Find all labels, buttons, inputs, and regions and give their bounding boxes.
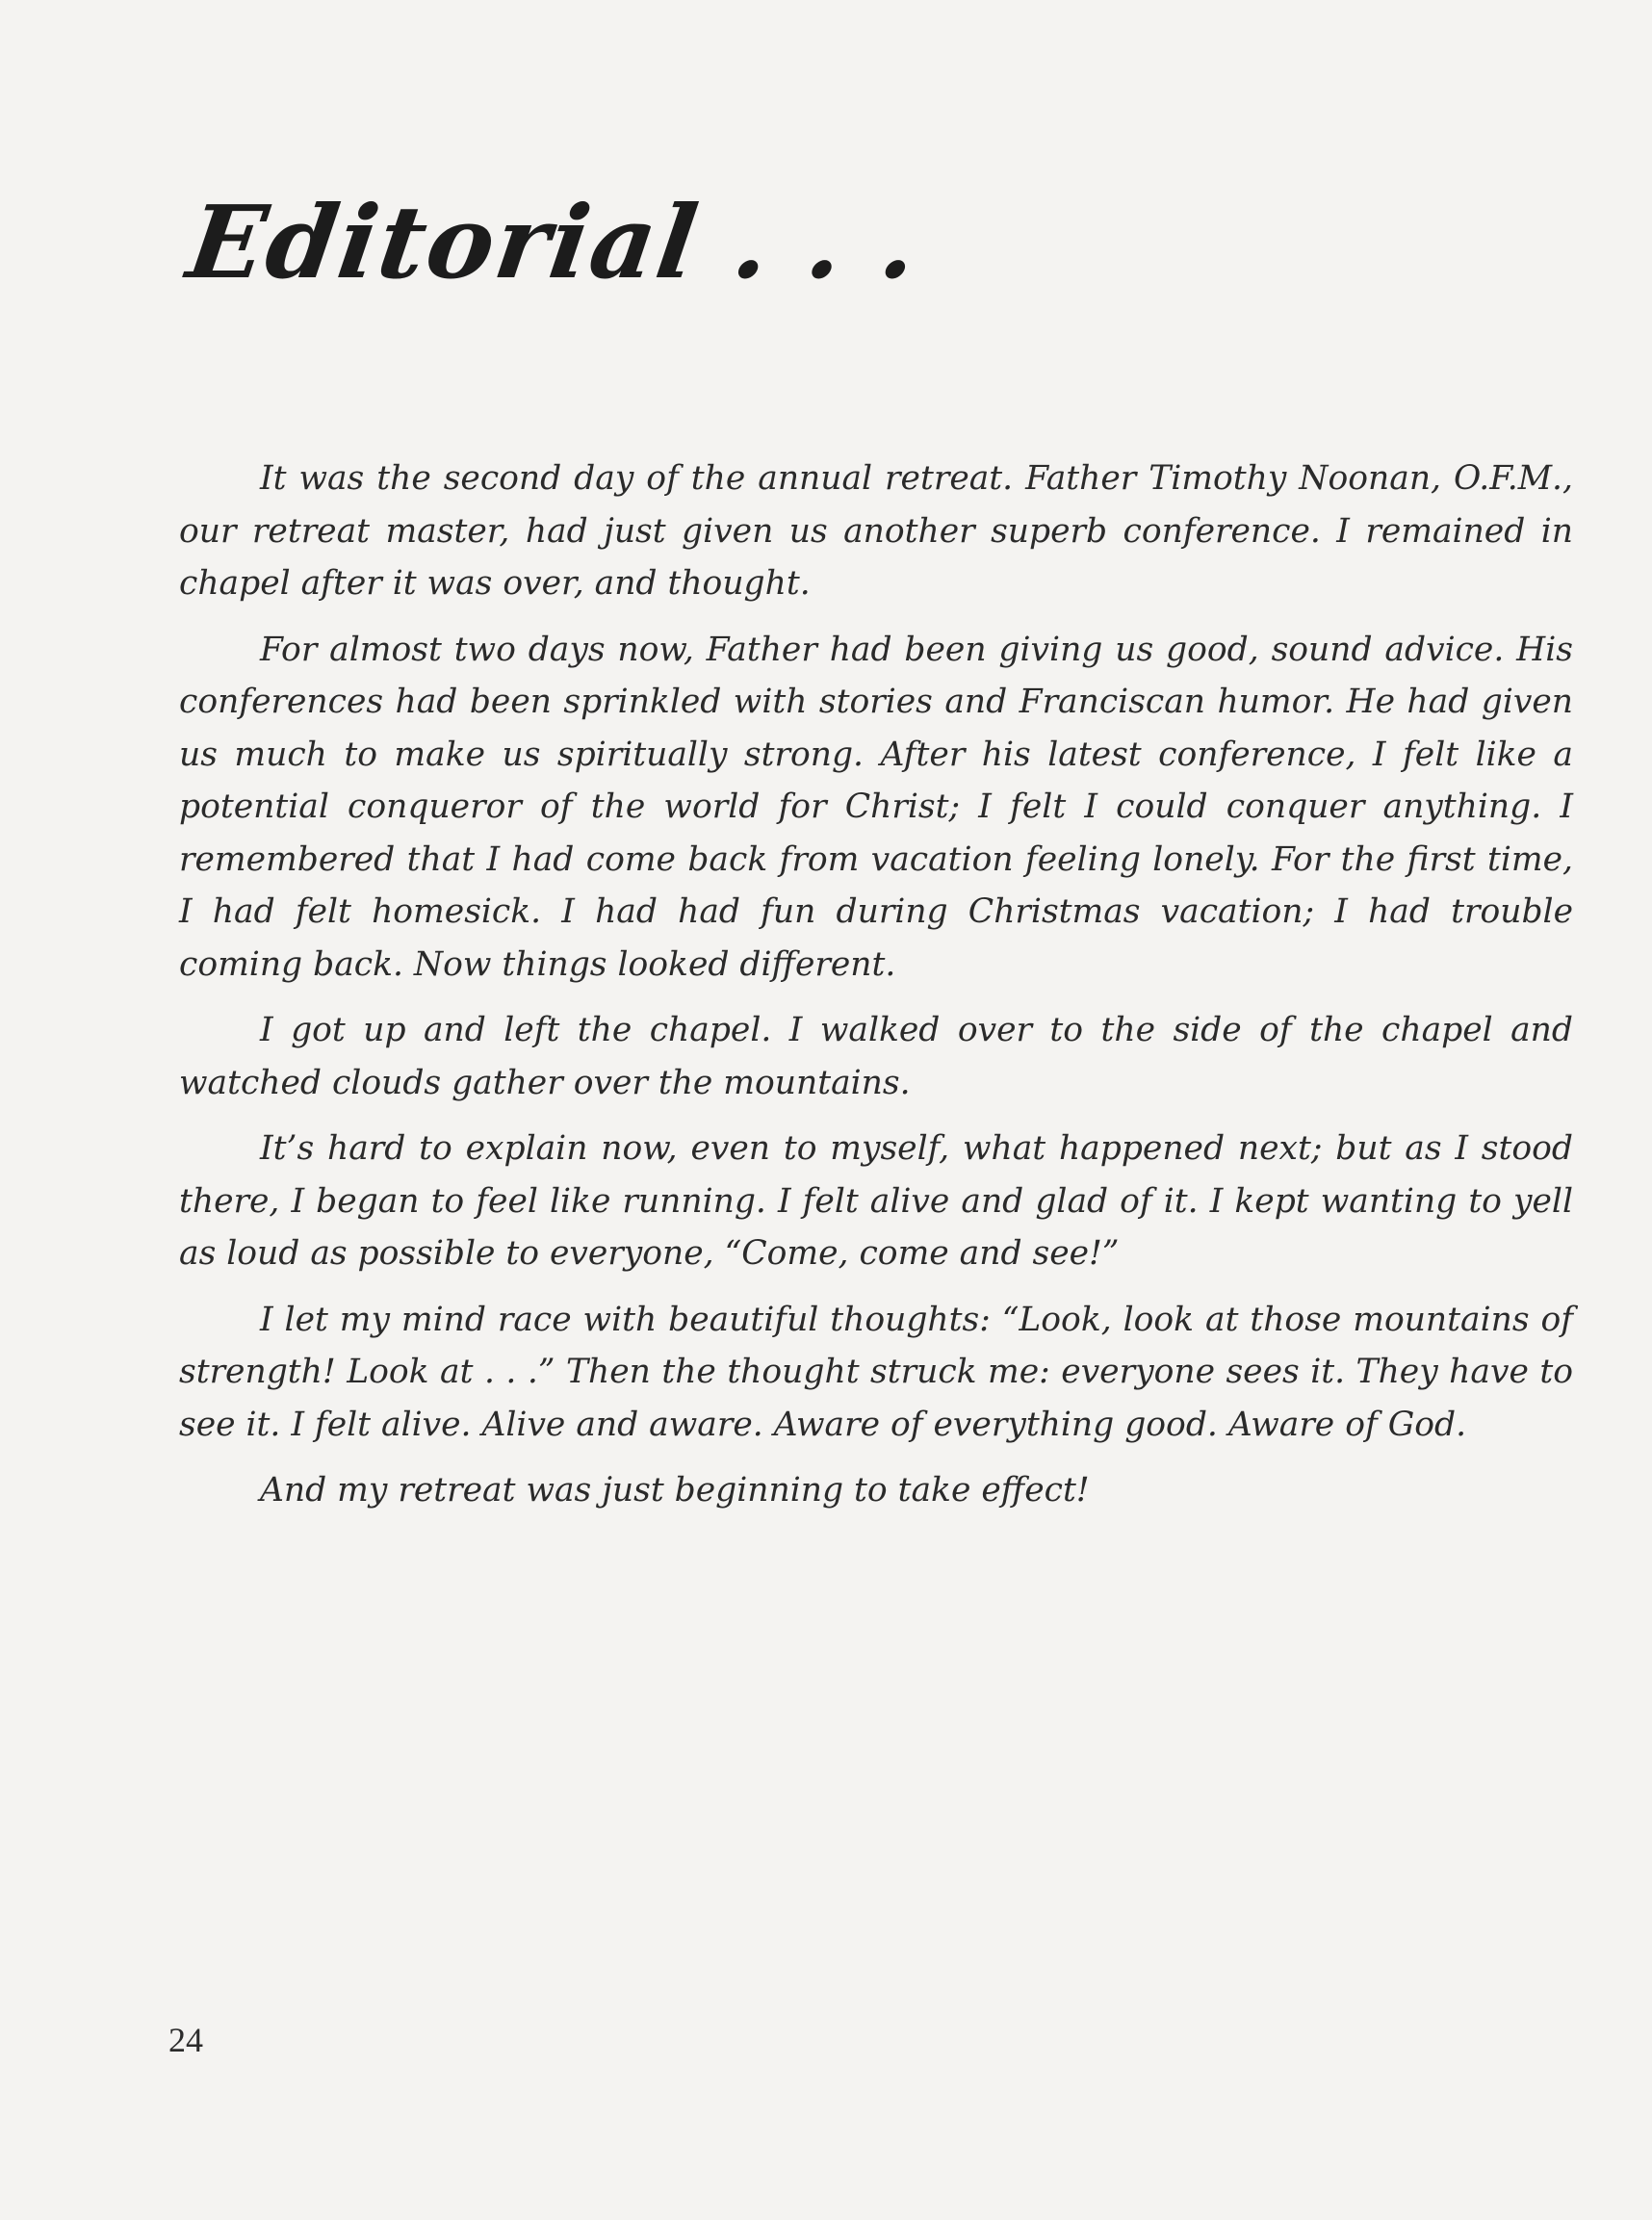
paragraph-5: I let my mind race with beautiful thoughts: “Look, look at those mountains of strength! Look at . . .” Then the thought struck me: everyone sees it. They have to see it. I felt alive. Alive and aware. Aware of everything good. Aware of God. bbox=[179, 1300, 1573, 1444]
paragraph-1: It was the second day of the annual retreat. Father Timothy Noonan, O.F.M., our retreat master, had just given us another superb conference. I remained in chapel after it was over, and thought. bbox=[179, 459, 1573, 603]
paragraph-6: And my retreat was just beginning to take effect! bbox=[260, 1471, 1090, 1510]
paragraph-2: For almost two days now, Father had been giving us good, sound advice. His conferences had been sprinkled with stories and Franciscan humor. He had given us much to make us spiritually strong. After his latest conference, I felt like a potential conqueror of the world for Christ; I felt I could conquer anything. I remembered that I had come back from vacation feeling lonely. For the first time, I had felt homesick. I had had fun during Christmas vacation; I had trouble coming back. Now things looked different. bbox=[179, 630, 1573, 984]
page-number: 24 bbox=[168, 2021, 203, 2059]
page-title: Editorial . . . bbox=[181, 183, 927, 301]
paragraph-3: I got up and left the chapel. I walked over to the side of the chapel and watched clouds gather over the mountains. bbox=[179, 1011, 1573, 1102]
paragraph-4: It’s hard to explain now, even to myself, what happened next; but as I stood there, I began to feel like running. I felt alive and glad of it. I kept wanting to yell as loud as possible to everyone, “Come, come and see!” bbox=[179, 1129, 1573, 1273]
editorial-body bbox=[179, 452, 1573, 1531]
